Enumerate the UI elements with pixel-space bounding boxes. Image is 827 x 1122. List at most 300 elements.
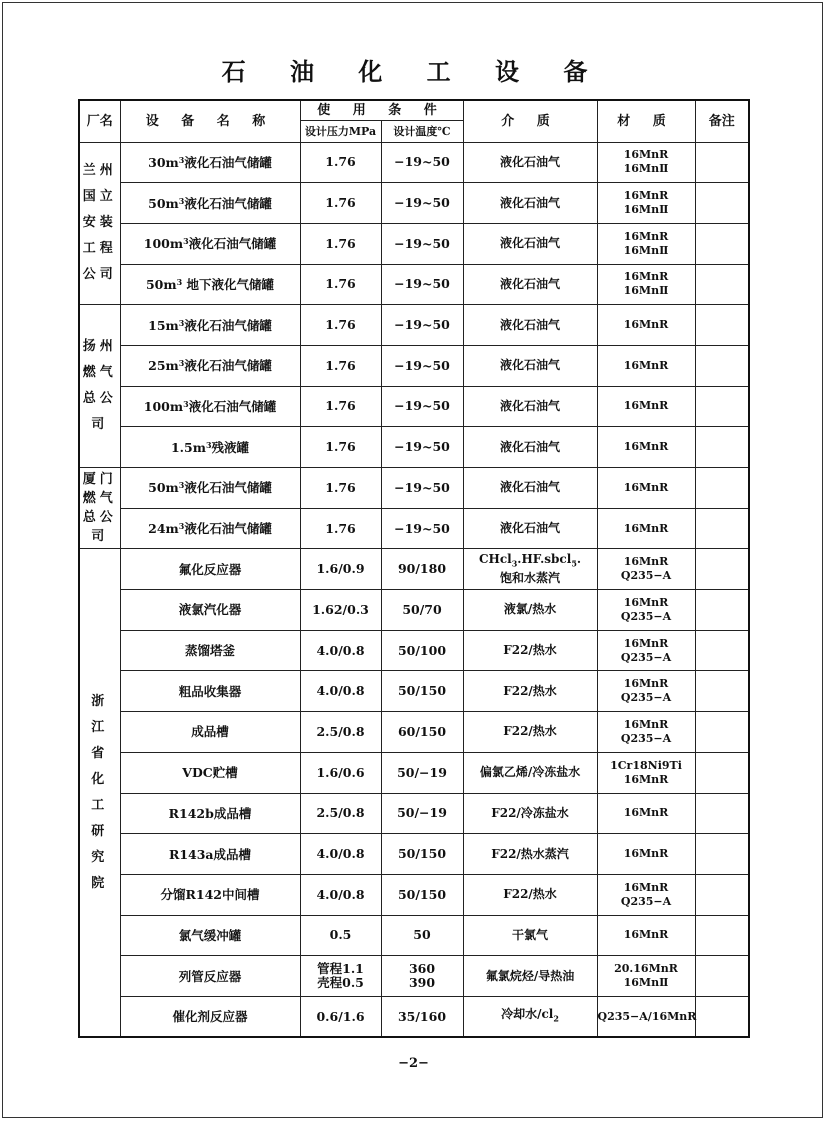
pressure-text: 1.6/0.9 [316,561,365,577]
pressure-cell [300,874,381,915]
equipment-name-text: $100m^3$液化石油气储罐 [143,236,277,252]
equipment-name-text: $24m^3$液化石油气储罐 [148,521,272,537]
pressure-cell [300,793,381,834]
factory-name-line: 省 [91,745,109,761]
pressure-text: 1.76 [325,235,356,251]
pressure-cell [300,996,381,1037]
remark-cell [695,630,749,671]
material-line: Q235−A [620,691,672,705]
remark-cell [695,508,749,549]
temperature-text: 50/150 [397,683,447,699]
material-line: Q235−A/16MnR [597,1009,697,1023]
temperature-cell [381,468,463,509]
table-row [79,427,749,468]
temperature-cell [381,793,463,834]
pressure-text: 1.76 [325,520,356,536]
factory-name-line: 燃气 [82,491,117,507]
temperature-cell [381,183,463,224]
factory-name-cell [79,305,120,468]
material-line: 16MnR [623,318,669,332]
remark-cell [695,752,749,793]
material-line: Q235−A [620,650,672,664]
remark-cell [695,671,749,712]
medium-text: 液化石油气 [500,154,561,169]
temperature-text: −19~50 [394,317,450,333]
medium-text: CHcl$_3$.HF.sbcl$_5$. 饱和水蒸汽 [478,552,582,586]
equipment-name-text: $50m^3$液化石油气储罐 [148,195,272,211]
material-line: Q235−A [620,731,672,745]
material-cell [597,305,695,346]
pressure-cell [300,345,381,386]
medium-text: 液氯/热水 [503,602,557,617]
medium-cell [463,508,597,549]
medium-text: 液化石油气 [500,358,561,373]
medium-text: F22/冷冻盐水 [491,805,569,820]
equipment-name-cell [120,427,300,468]
table-row [79,712,749,753]
factory-name-line: 院 [91,875,109,891]
factory-name-line: 江 [91,719,109,735]
medium-text: 液化石油气 [500,317,561,332]
equipment-name-text: 分馏R142中间槽 [160,887,260,903]
equipment-name-text: VDC贮槽 [182,765,238,781]
material-cell [597,345,695,386]
remark-cell [695,223,749,264]
equipment-name-text: $30m^3$液化石油气储罐 [148,154,272,170]
material-line: 20.16MnR [614,962,678,976]
factory-name-line: 厦门 [82,472,117,488]
remark-cell [695,712,749,753]
pressure-text: 管程1.1 壳程0.5 [317,961,364,991]
material-line: 16MnR [623,189,669,203]
table-row [79,590,749,631]
pressure-cell [300,468,381,509]
temperature-cell [381,142,463,183]
factory-name-cell [79,549,120,1037]
factory-name-line: 兰州 [82,163,117,179]
factory-name-line: 究 [91,849,109,865]
remark-cell [695,549,749,590]
medium-text: 冷却水$/cl_2$ [501,1006,559,1024]
equipment-name-cell [120,223,300,264]
table-row [79,956,749,997]
equipment-name-cell [120,834,300,875]
material-line: 16MnⅡ [623,162,669,176]
medium-cell [463,345,597,386]
equipment-name-cell [120,590,300,631]
remark-cell [695,468,749,509]
equipment-table [78,99,750,1038]
factory-name-line: 司 [91,529,109,545]
material-line: 16MnR [623,636,669,650]
pressure-cell [300,630,381,671]
pressure-text: 1.76 [325,195,356,211]
header-equipment-name: 设 备 名 称 [120,100,300,142]
temperature-text: −19~50 [394,479,450,495]
material-cell [597,386,695,427]
medium-cell [463,630,597,671]
medium-cell [463,996,597,1037]
equipment-name-cell [120,956,300,997]
remark-cell [695,305,749,346]
temperature-cell [381,874,463,915]
factory-name-line: 浙 [91,693,109,709]
pressure-text: 4.0/0.8 [316,683,365,699]
factory-name-line: 工程 [82,241,117,257]
factory-name-cell [79,468,120,549]
equipment-name-cell [120,752,300,793]
temperature-cell [381,752,463,793]
temperature-text: 50/150 [397,846,447,862]
equipment-name-text: $100m^3$液化石油气储罐 [143,398,277,414]
pressure-cell [300,386,381,427]
medium-text: 液化石油气 [500,276,561,291]
material-cell [597,223,695,264]
remark-cell [695,264,749,305]
pressure-text: 4.0/0.8 [316,886,365,902]
equipment-name-text: $1.5m^3$残液罐 [170,439,250,455]
temperature-cell [381,427,463,468]
equipment-name-text: 催化剂反应器 [172,1009,248,1025]
pressure-cell [300,834,381,875]
table-row [79,834,749,875]
header-factory: 厂名 [79,100,120,142]
remark-cell [695,427,749,468]
medium-cell [463,264,597,305]
table-body [79,142,749,1037]
material-line: 16MnR [623,880,669,894]
pressure-text: 1.6/0.6 [316,764,365,780]
medium-text: F22/热水 [503,643,557,658]
material-cell [597,956,695,997]
material-cell [597,630,695,671]
factory-name-line: 扬州 [82,339,117,355]
medium-cell [463,183,597,224]
table-row [79,305,749,346]
pressure-cell [300,671,381,712]
equipment-name-cell [120,508,300,549]
equipment-name-cell [120,183,300,224]
remark-cell [695,793,749,834]
temperature-cell [381,956,463,997]
table-row [79,915,749,956]
medium-cell [463,468,597,509]
temperature-cell [381,508,463,549]
pressure-text: 2.5/0.8 [316,805,365,821]
medium-text: 液化石油气 [500,439,561,454]
page-number: −2− [398,1056,429,1071]
material-line: 16MnR [623,772,669,786]
remark-cell [695,834,749,875]
factory-name-line: 燃气 [82,365,117,381]
material-cell [597,264,695,305]
remark-cell [695,915,749,956]
material-cell [597,793,695,834]
pressure-text: 1.76 [325,276,356,292]
material-line: 16MnⅡ [623,203,669,217]
material-cell [597,834,695,875]
table-row [79,183,749,224]
temperature-text: 60/150 [397,723,447,739]
temperature-text: 50/−19 [397,805,447,821]
pressure-cell [300,305,381,346]
medium-cell [463,874,597,915]
material-line: 16MnR [623,847,669,861]
temperature-text: −19~50 [394,439,450,455]
equipment-name-cell [120,630,300,671]
material-line: Q235−A [620,569,672,583]
temperature-text: 50/70 [402,601,442,617]
temperature-text: 50/150 [397,886,447,902]
equipment-name-cell [120,793,300,834]
pressure-text: 0.5 [329,927,352,943]
material-line: 16MnR [623,270,669,284]
temperature-text: 90/180 [397,561,447,577]
material-cell [597,671,695,712]
pressure-cell [300,508,381,549]
medium-cell [463,427,597,468]
pressure-text: 0.6/1.6 [316,1008,365,1024]
table-row [79,874,749,915]
medium-cell [463,834,597,875]
pressure-cell [300,549,381,590]
medium-cell [463,956,597,997]
remark-cell [695,996,749,1037]
table-row [79,793,749,834]
equipment-name-cell [120,671,300,712]
remark-cell [695,590,749,631]
material-cell [597,427,695,468]
pressure-text: 1.76 [325,154,356,170]
material-line: 16MnR [623,555,669,569]
pressure-cell [300,183,381,224]
temperature-text: −19~50 [394,195,450,211]
factory-name-line: 总公 [82,510,117,526]
equipment-name-cell [120,712,300,753]
medium-cell [463,223,597,264]
material-line: 16MnR [623,521,669,535]
temperature-cell [381,996,463,1037]
material-line: 16MnⅡ [623,976,669,990]
material-cell [597,874,695,915]
medium-text: F22/热水 [503,887,557,902]
remark-cell [695,874,749,915]
factory-name-line: 公司 [82,267,117,283]
medium-text: 干氯气 [512,927,549,942]
medium-cell [463,671,597,712]
factory-name-line: 工 [91,797,109,813]
material-cell [597,508,695,549]
temperature-cell [381,549,463,590]
temperature-text: 50 [413,927,431,943]
factory-name-line: 总公 [82,391,117,407]
temperature-text: −19~50 [394,235,450,251]
temperature-cell [381,834,463,875]
medium-cell [463,549,597,590]
remark-cell [695,956,749,997]
pressure-cell [300,752,381,793]
material-cell [597,712,695,753]
material-line: 16MnR [623,806,669,820]
temperature-cell [381,305,463,346]
medium-text: 液化石油气 [500,480,561,495]
equipment-name-cell [120,264,300,305]
temperature-text: −19~50 [394,154,450,170]
material-line: 16MnR [623,928,669,942]
page-title: 石 油 化 工 设 备 [221,58,606,86]
temperature-text: −19~50 [394,398,450,414]
temperature-cell [381,671,463,712]
material-cell [597,590,695,631]
equipment-name-cell [120,142,300,183]
pressure-text: 2.5/0.8 [316,723,365,739]
material-line: 1Cr18Ni9Ti [610,758,682,772]
temperature-cell [381,630,463,671]
medium-cell [463,590,597,631]
header-conditions: 使 用 条 件 [300,100,463,120]
pressure-cell [300,142,381,183]
medium-cell [463,142,597,183]
equipment-name-text: $15m^3$液化石油气储罐 [148,317,272,333]
pressure-text: 1.76 [325,479,356,495]
equipment-name-cell [120,305,300,346]
temperature-text: −19~50 [394,520,450,536]
factory-name-line: 安装 [82,215,117,231]
equipment-name-cell [120,468,300,509]
medium-text: 液化石油气 [500,521,561,536]
material-cell [597,549,695,590]
material-cell [597,996,695,1037]
table-row [79,223,749,264]
table-row [79,142,749,183]
table-row [79,996,749,1037]
temperature-text: 35/160 [397,1008,447,1024]
pressure-text: 1.76 [325,357,356,373]
medium-cell [463,305,597,346]
pressure-cell [300,956,381,997]
material-line: 16MnR [623,480,669,494]
medium-text: F22/热水 [503,724,557,739]
medium-cell [463,386,597,427]
pressure-cell [300,427,381,468]
material-cell [597,752,695,793]
material-line: 16MnR [623,229,669,243]
pressure-text: 1.76 [325,398,356,414]
temperature-text: 50/100 [397,642,447,658]
equipment-name-cell [120,874,300,915]
pressure-text: 1.62/0.3 [312,601,369,617]
factory-name-line: 化 [91,771,109,787]
pressure-text: 1.76 [325,317,356,333]
equipment-name-cell [120,996,300,1037]
medium-cell [463,752,597,793]
table-row [79,386,749,427]
material-line: 16MnⅡ [623,284,669,298]
equipment-name-text: 列管反应器 [178,968,242,984]
equipment-name-text: 液氯汽化器 [178,602,242,618]
remark-cell [695,345,749,386]
equipment-name-text: 蒸馏塔釜 [184,643,235,659]
table-row [79,468,749,509]
factory-name-cell [79,142,120,305]
factory-name-line: 研 [91,823,109,839]
table-row [79,508,749,549]
material-line: 16MnR [623,440,669,454]
table-row [79,752,749,793]
material-line: 16MnR [623,595,669,609]
medium-text: 氟氯烷烃/导热油 [485,968,575,983]
temperature-text: −19~50 [394,276,450,292]
pressure-text: 1.76 [325,439,356,455]
material-line: Q235−A [620,609,672,623]
material-line: 16MnⅡ [623,243,669,257]
material-line: 16MnR [623,148,669,162]
temperature-cell [381,223,463,264]
temperature-cell [381,386,463,427]
medium-text: F22/热水 [503,683,557,698]
factory-name-line: 司 [91,417,109,433]
equipment-name-text: 氟化反应器 [178,561,242,577]
pressure-cell [300,712,381,753]
medium-cell [463,915,597,956]
medium-text: 液化石油气 [500,236,561,251]
material-cell [597,183,695,224]
equipment-name-cell [120,386,300,427]
table-row [79,671,749,712]
material-cell [597,915,695,956]
temperature-text: 50/−19 [397,764,447,780]
medium-text: 液化石油气 [500,195,561,210]
medium-cell [463,793,597,834]
table-row [79,549,749,590]
header-remark: 备注 [695,100,749,142]
temperature-cell [381,345,463,386]
material-line: 16MnR [623,717,669,731]
header-material: 材 质 [597,100,695,142]
material-line: 16MnR [623,358,669,372]
temperature-text: 360 390 [408,961,436,991]
temperature-cell [381,915,463,956]
equipment-name-cell [120,549,300,590]
medium-cell [463,712,597,753]
equipment-name-text: 氯气缓冲罐 [178,927,242,943]
factory-name-line: 国立 [82,189,117,205]
remark-cell [695,386,749,427]
equipment-name-text: $25m^3$液化石油气储罐 [148,358,272,374]
equipment-name-text: R143a成品槽 [168,846,252,862]
medium-text: F22/热水蒸汽 [491,846,569,861]
pressure-text: 4.0/0.8 [316,846,365,862]
pressure-cell [300,915,381,956]
material-cell [597,142,695,183]
material-line: 16MnR [623,399,669,413]
table-row [79,264,749,305]
header-temperature: 设计温度℃ [381,120,463,142]
medium-text: 偏氯乙烯/冷冻盐水 [479,765,581,780]
remark-cell [695,183,749,224]
pressure-cell [300,223,381,264]
medium-text: 液化石油气 [500,398,561,413]
temperature-text: −19~50 [394,357,450,373]
pressure-cell [300,264,381,305]
temperature-cell [381,712,463,753]
remark-cell [695,142,749,183]
equipment-name-text: $50m^3$ 地下液化气储罐 [145,276,275,292]
material-line: 16MnR [623,677,669,691]
pressure-cell [300,590,381,631]
equipment-name-text: R142b成品槽 [168,805,252,821]
temperature-cell [381,264,463,305]
